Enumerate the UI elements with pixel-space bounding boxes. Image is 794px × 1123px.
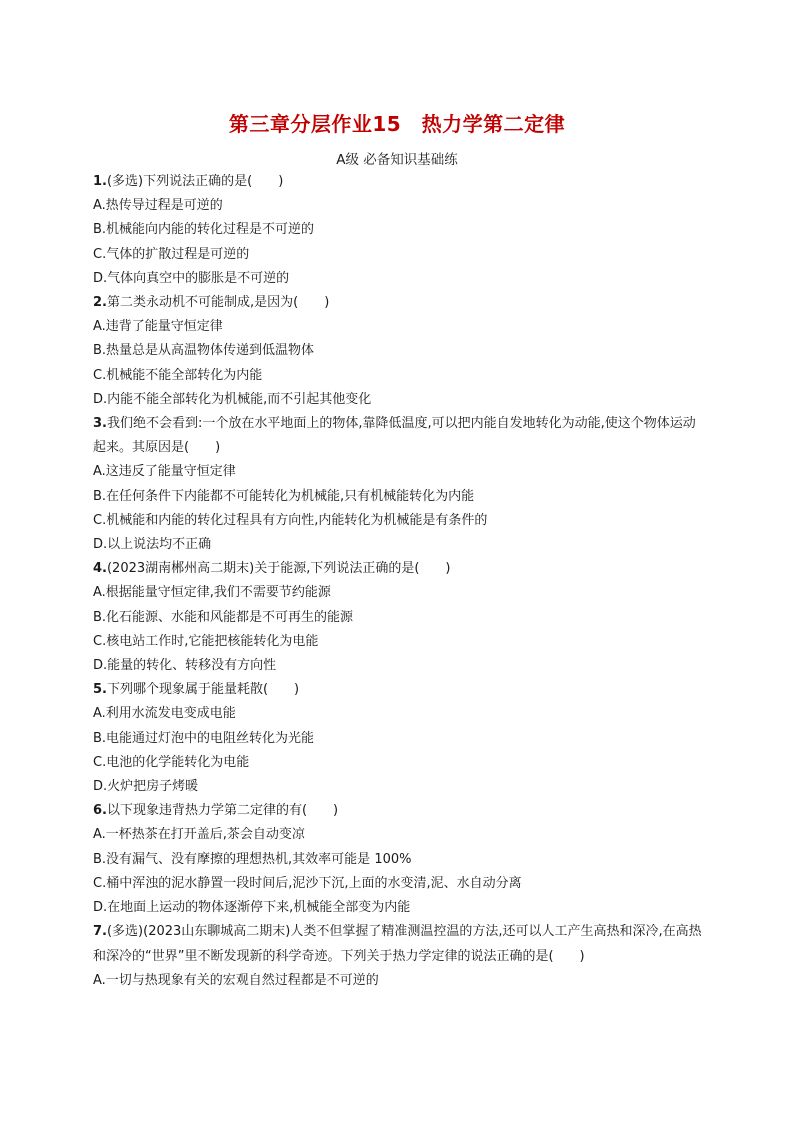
question-3-option-c: C.机械能和内能的转化过程具有方向性,内能转化为机械能是有条件的 <box>93 512 488 528</box>
question-1-option-a: A.热传导过程是可逆的 <box>93 198 223 214</box>
question-3-option-d: D.以上说法均不正确 <box>93 537 212 553</box>
question-1-option-d: D.气体向真空中的膨胀是不可逆的 <box>93 270 290 286</box>
question-7-stem: 7.(多选)(2023山东聊城高二期末)人类不但掌握了精准测温控温的方法,还可以人工产生高热和深冷,在高热和深冷的“世界”里不断发现新的科学奇迹。下列关于热力学定律的说法正确的是( ) <box>93 924 702 964</box>
question-3-option-a: A.这违反了能量守恒定律 <box>93 464 236 480</box>
question-6-option-b: B.没有漏气、没有摩擦的理想热机,其效率可能是 100% <box>93 851 412 867</box>
question-4-option-b: B.化石能源、水能和风能都是不可再生的能源 <box>93 609 354 625</box>
question-6-option-c: C.桶中浑浊的泥水静置一段时间后,泥沙下沉,上面的水变清,泥、水自动分离 <box>93 875 522 891</box>
question-5-stem: 5.下列哪个现象属于能量耗散( ) <box>93 682 300 698</box>
question-5-option-a: A.利用水流发电变成电能 <box>93 706 236 722</box>
question-7-option-a: A.一切与热现象有关的宏观自然过程都是不可逆的 <box>93 972 379 988</box>
question-4-stem: 4.(2023湖南郴州高二期末)关于能源,下列说法正确的是( ) <box>93 561 451 577</box>
question-2-option-a: A.违背了能量守恒定律 <box>93 319 223 335</box>
question-1-option-c: C.气体的扩散过程是可逆的 <box>93 246 250 262</box>
question-5-option-d: D.火炉把房子烤暖 <box>93 779 199 795</box>
question-6-option-a: A.一杯热茶在打开盖后,茶会自动变凉 <box>93 827 305 843</box>
question-2-option-d: D.内能不能全部转化为机械能,而不引起其他变化 <box>93 391 372 407</box>
question-2-stem: 2.第二类永动机不可能制成,是因为( ) <box>93 295 330 311</box>
page-title: 第三章分层作业15 热力学第二定律 <box>228 112 566 136</box>
question-5-option-c: C.电池的化学能转化为电能 <box>93 754 250 770</box>
question-4-option-d: D.能量的转化、转移没有方向性 <box>93 658 277 674</box>
question-2-option-c: C.机械能不能全部转化为内能 <box>93 367 263 383</box>
question-5-option-b: B.电能通过灯泡中的电阻丝转化为光能 <box>93 730 315 746</box>
question-3-option-b: B.在任何条件下内能都不可能转化为机械能,只有机械能转化为内能 <box>93 488 475 504</box>
question-1-stem: 1.(多选)下列说法正确的是( ) <box>93 174 284 189</box>
question-1-option-b: B.机械能向内能的转化过程是不可逆的 <box>93 222 315 238</box>
question-4-option-a: A.根据能量守恒定律,我们不需要节约能源 <box>93 585 331 601</box>
question-list <box>93 170 705 993</box>
question-6-stem: 6.以下现象违背热力学第二定律的有( ) <box>93 803 339 819</box>
question-3-stem: 3.我们绝不会看到:一个放在水平地面上的物体,靠降低温度,可以把内能自发地转化为动能,使这个物体运动起来。其原因是( ) <box>93 416 696 456</box>
question-6-option-d: D.在地面上运动的物体逐渐停下来,机械能全部变为内能 <box>93 900 411 916</box>
question-2-option-b: B.热量总是从高温物体传递到低温物体 <box>93 343 315 359</box>
question-4-option-c: C.核电站工作时,它能把核能转化为电能 <box>93 633 319 649</box>
section-level-heading: A级 必备知识基础练 <box>336 152 458 168</box>
